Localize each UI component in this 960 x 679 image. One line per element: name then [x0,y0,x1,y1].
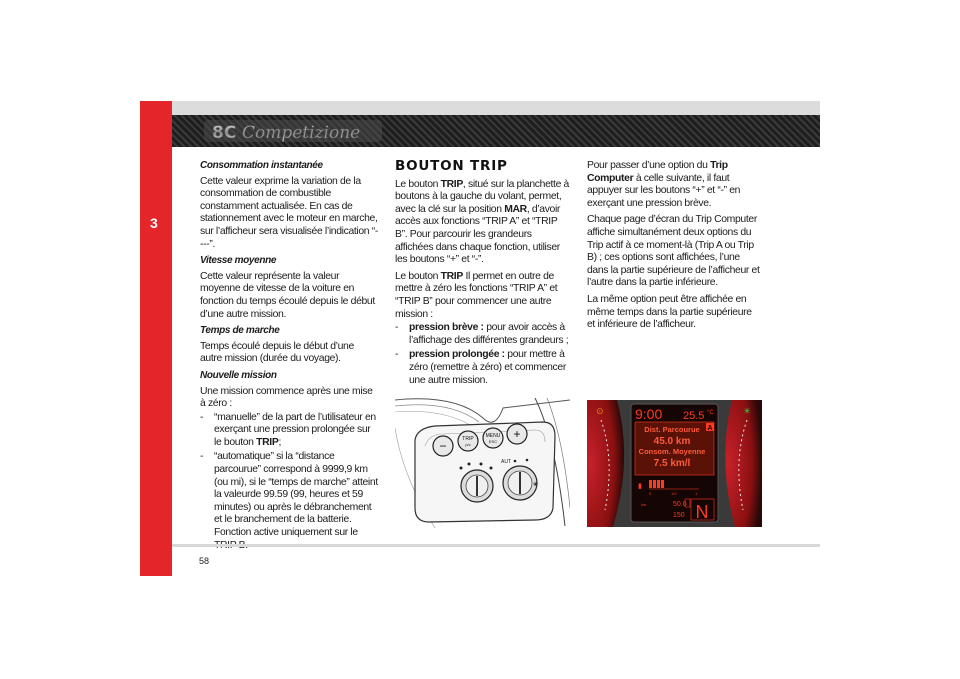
list-item: - “manuelle” de la part de l’utilisateur en exerçant une pression prolongée sur le bouton TRIP; [200,411,376,448]
svg-text:Dist. Parcourue: Dist. Parcourue [644,425,700,434]
light-warning-icon: ⊙ [596,406,604,416]
brand-logo [200,117,385,145]
column-right [587,160,762,336]
svg-text:Consom. Moyenne: Consom. Moyenne [638,447,706,456]
svg-text:−: − [439,439,447,453]
svg-text:AUT: AUT [501,459,511,465]
paragraph: Le bouton TRIP Il permet en outre de mettre à zéro les fonctions “TRIP A” et “TRIP B” pour commencer une autre mission : [395,270,558,320]
svg-text:N: N [695,502,709,522]
chapter-number: 3 [150,215,158,231]
list-item: - pression prolongée : pour mettre à zéro (remettre à zéro) et commencer une autre mission. [395,349,566,386]
svg-text:0: 0 [649,491,652,496]
instrument-display-illustration [587,400,762,527]
paragraph: La même option peut être affichée en même temps dans la partie supérieure et inférieure de l’afficheur. [587,293,752,331]
trip-button [458,431,478,451]
list-item: - pression brève : pour avoir accès à l’affichage des différentes grandeurs ; [395,322,569,346]
subheading: Temps de marche [200,325,280,337]
paragraph: Une mission commence après une mise à zéro : [200,385,373,410]
svg-text:ESC: ESC [488,439,498,444]
svg-text:+: + [513,427,521,441]
lights-on-icon: ☀ [743,406,752,416]
footer-line [172,544,820,547]
subheading: Nouvelle mission [200,369,277,381]
svg-text:Competizione: Competizione [242,123,361,143]
menu-button [483,428,503,448]
svg-text:7.5 km/l: 7.5 km/l [653,458,691,469]
page-number: 58 [199,556,210,566]
fuel-icon: ▮ [638,483,642,490]
svg-text:1/2: 1/2 [671,491,677,496]
svg-text:km: km [641,502,647,507]
svg-text:45.0 km: 45.0 km [653,436,691,447]
column-middle [395,160,570,389]
svg-text:9:00: 9:00 [635,406,663,422]
svg-text:8C: 8C [212,123,237,143]
svg-text:MENU: MENU [485,433,501,439]
svg-text:A: A [707,425,713,432]
svg-text:1: 1 [695,491,698,496]
svg-text:°C: °C [707,410,714,416]
paragraph: Cette valeur représente la valeur moyenne de vitesse de la voiture en fonction du temps écoulé depuis le début d’une autre mission. [200,270,375,320]
subheading: Vitesse moyenne [200,255,277,267]
svg-text:❀: ❀ [533,482,539,488]
chapter-sidebar [140,101,172,576]
svg-text:TRIP: TRIP [462,436,474,442]
column-left [200,160,378,554]
list-item: - “automatique” si la “distance parcourue” correspond à 9999,9 km (ou mi), si le “temps de marche” atteint la valeurde 99.59 (99, heures et 59 minutes) ou après le débranchement et le branchement de la batterie. Fonction active uniquement sur le [200,451,378,539]
minus-button [433,436,453,456]
svg-text:p/c: p/c [465,442,471,447]
svg-text:150: 150 [673,512,685,519]
svg-text:25.5: 25.5 [683,410,705,422]
paragraph: Cette valeur exprime la variation de la consommation de combustible constamment actualisée. En cas de stationnement avec le moteur en marche, sur l’afficheur sera visualisée l’indication “----”. [200,175,378,250]
header-strip [172,101,820,115]
plus-button [507,424,527,444]
paragraph: Pour passer d’une option du Trip Computer à celle suivante, il faut appuyer sur les boutons “+” et “-” en exerçant une pression brève. [587,160,741,209]
button-panel-illustration [395,398,570,528]
svg-text:50.0: 50.0 [673,501,687,508]
section-title: BOUTON TRIP [395,158,508,174]
paragraph: Chaque page d’écran du Trip Computer affiche simultanément deux options du Trip actif à ce moment-là (Trip A ou Trip B) ; ces options sont affichées, l’une dans la partie supérieure de l’afficheur et l’autre dans la partie inférieure. [587,214,760,289]
subheading: Consommation instantanée [200,160,323,171]
paragraph: Temps écoulé depuis le début d’une autre mission (durée du voyage). [200,340,354,365]
paragraph: Le bouton TRIP, situé sur la planchette à boutons à la gauche du volant, permet, avec la clé sur la position MAR, d’avoir accès aux fonctions “TRIP A” et “TRIP B”. Pour parcourir les grandeurs affichées dans chaque fonction, utiliser les boutons “+” et “-”. [395,178,569,266]
